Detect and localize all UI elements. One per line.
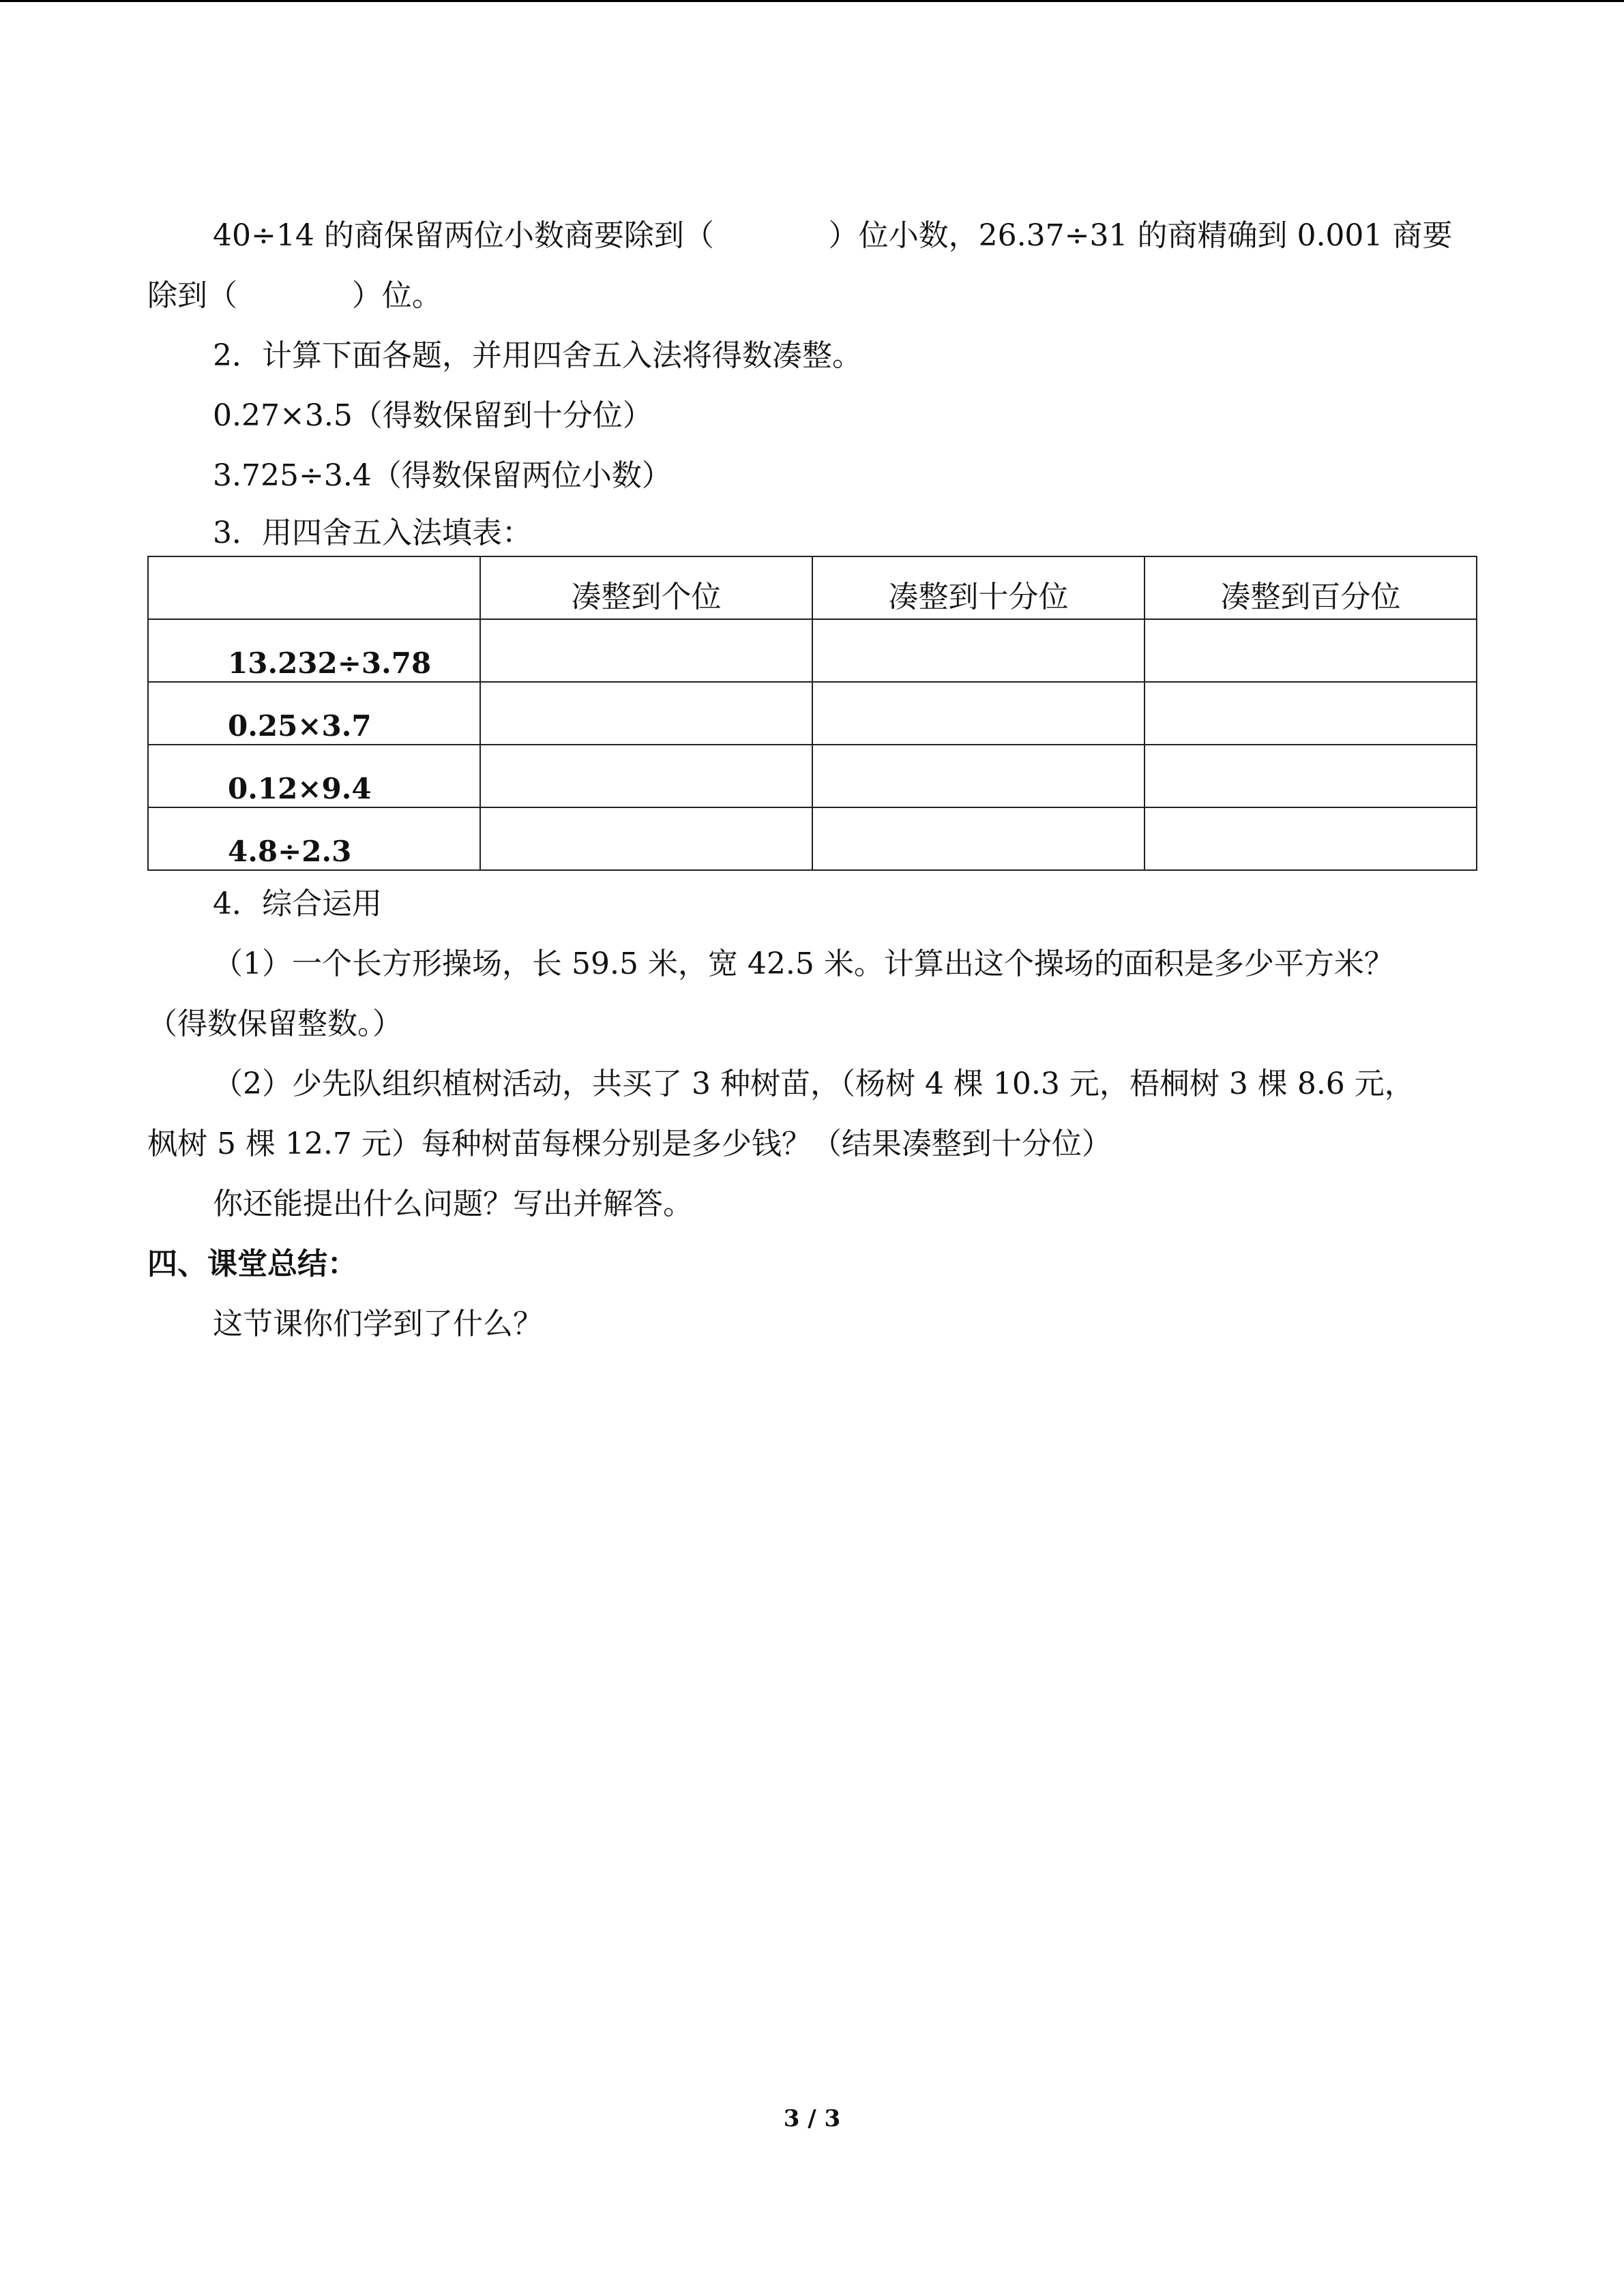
table-row-label: 0.25×3.7	[148, 682, 480, 745]
table-header-row	[148, 556, 1477, 619]
section-4-heading: 四、课堂总结：	[147, 1247, 357, 1281]
table-answer-cell	[812, 807, 1145, 870]
q4-problem-1-line-2: （得数保留整数。）	[147, 1007, 402, 1041]
table-answer-cell	[480, 745, 812, 807]
table-row	[148, 745, 1477, 807]
table-answer-cell	[812, 619, 1145, 682]
q4-problem-2-line-1: （2）少先队组织植树活动，共买了 3 种树苗，（杨树 4 棵 10.3 元，梧桐树 3 棵 8.6 元，	[213, 1067, 1415, 1101]
q1-line-2: 除到（ ）位。	[147, 278, 442, 313]
table-header-cell	[148, 556, 480, 619]
table-answer-cell	[1145, 682, 1477, 745]
page-top-border	[0, 0, 1624, 2]
q2-item-a: 0.27×3.5（得数保留到十分位）	[213, 398, 653, 433]
q4-extension-question: 你还能提出什么问题？写出并解答。	[213, 1187, 693, 1221]
table-header-cell: 凑整到百分位	[1145, 556, 1477, 619]
table-answer-cell	[812, 745, 1145, 807]
page-number: 3 / 3	[783, 2105, 841, 2132]
table-header-cell: 凑整到个位	[480, 556, 812, 619]
table-row-label: 0.12×9.4	[148, 745, 480, 807]
table-row	[148, 619, 1477, 682]
table-row	[148, 807, 1477, 870]
table-answer-cell	[480, 619, 812, 682]
summary-question: 这节课你们学到了什么？	[213, 1307, 543, 1341]
table-row-label: 13.232÷3.78	[148, 619, 480, 682]
table-header-cell: 凑整到十分位	[812, 556, 1145, 619]
table-answer-cell	[1145, 807, 1477, 870]
q4-problem-1-line-1: （1）一个长方形操场，长 59.5 米，宽 42.5 米。计算出这个操场的面积是多少平方米？	[213, 946, 1394, 981]
q1-line-1: 40÷14 的商保留两位小数商要除到（ ）位小数，26.37÷31 的商精确到 0.001 商要	[213, 218, 1453, 253]
table-answer-cell	[1145, 745, 1477, 807]
q4-problem-2-line-2: 枫树 5 棵 12.7 元）每种树苗每棵分别是多少钱？（结果凑整到十分位）	[147, 1127, 1112, 1161]
rounding-table	[147, 556, 1477, 871]
table-row-label: 4.8÷2.3	[148, 807, 480, 870]
table-answer-cell	[812, 682, 1145, 745]
q2-item-b: 3.725÷3.4（得数保留两位小数）	[213, 458, 672, 493]
q3-title: 3．用四舍五入法填表：	[213, 516, 532, 550]
table-row	[148, 682, 1477, 745]
table-answer-cell	[480, 682, 812, 745]
table-answer-cell	[480, 807, 812, 870]
q4-title: 4．综合运用	[213, 886, 382, 921]
table-answer-cell	[1145, 619, 1477, 682]
q2-title: 2．计算下面各题，并用四舍五入法将得数凑整。	[213, 338, 862, 373]
